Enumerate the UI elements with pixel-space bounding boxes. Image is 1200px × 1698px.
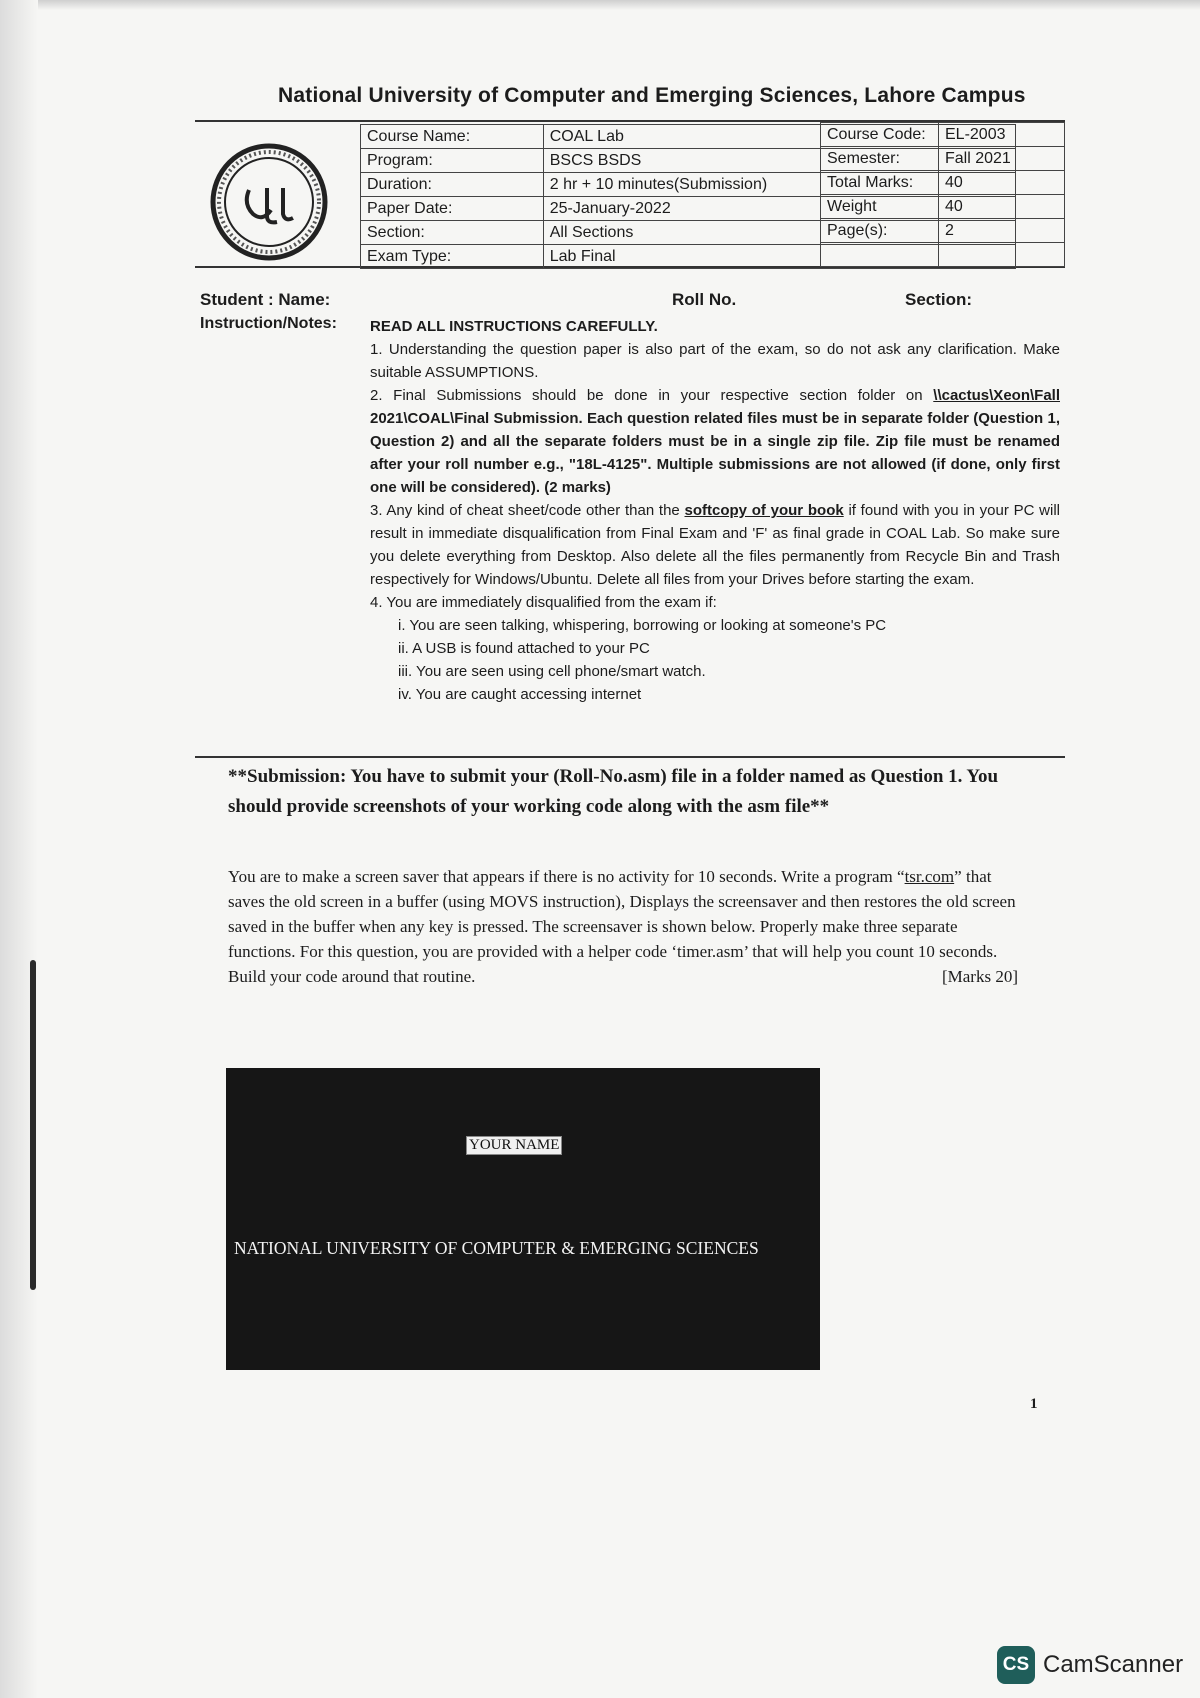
exam-header-table (195, 120, 1065, 268)
question-marks: [Marks 20] (941, 967, 1018, 986)
submission-note: **Submission: You have to submit your (Roll-No.asm) file in a folder named as Question 1. You should provide screenshots of your working code along with the asm file** (228, 766, 999, 817)
question-text (228, 864, 1018, 989)
scan-edge-shadow (0, 0, 38, 1698)
semester-value: Fall 2021 (939, 147, 1065, 171)
instruction-3 (370, 499, 1060, 591)
total-marks-label: Total Marks: (821, 171, 939, 195)
student-name-label: Student : Name: (200, 290, 331, 309)
paper-date-value: 25-January-2022 (543, 197, 1015, 221)
pages-value: 2 (939, 219, 1065, 243)
camscanner-text: CamScanner (1043, 1651, 1184, 1678)
instruction-3-text-b: if found with you in your PC will result in immediate disqualification from Final Exam and 'F' as final grade in COAL Lab. So make sure you delete everything from Desktop. Also delete all the files permanently from Recycle Bin and Trash respectively for Windows/Ubuntu. Delete all files from your Drives before starting the exam. (370, 502, 1060, 588)
blank-cell (821, 243, 939, 267)
instruction-4-iv: iv. You are caught accessing internet (398, 686, 642, 703)
screensaver-your-name: YOUR NAME (466, 1136, 562, 1155)
blank-cell (939, 243, 1065, 267)
question-text-a: You are to make a screen saver that appears if there is no activity for 10 seconds. Write a program “ (228, 867, 905, 886)
scan-binding-mark (30, 960, 36, 1290)
instructions-list (370, 315, 1060, 706)
weight-value: 40 (939, 195, 1065, 219)
program-value: BSCS BSDS (543, 149, 1015, 173)
question-text-b: ” that saves the old screen in a buffer (using MOVS instruction), Displays the screensaver and then restores the old screen saved in the buffer when any key is pressed. The screensaver is shown below. Properly make three separate functions. For this question, you are provided with a helper code ‘timer.asm’ that will help you count 10 seconds. Build your code around that routine. (228, 867, 1016, 986)
instruction-4-ii: ii. A USB is found attached to your PC (398, 640, 650, 657)
course-name-label: Course Name: (361, 125, 544, 149)
duration-value: 2 hr + 10 minutes(Submission) (543, 173, 1015, 197)
university-title: National University of Computer and Emerging Sciences, Lahore Campus (278, 84, 1026, 107)
instructions-heading: READ ALL INSTRUCTIONS CAREFULLY. (370, 318, 658, 335)
course-name-value: COAL Lab (543, 125, 1015, 149)
section-label: Section: (361, 221, 544, 245)
instruction-2-detail: Each question related files must be in separate folder (Question 1, Question 2) and all the separate folders must be in a single zip file. Zip file must be renamed after your roll number e.g., "18L-4125". Multiple submissions are not allowed (if done, only first one will be considered). (2 marks) (370, 410, 1060, 496)
screensaver-university: NATIONAL UNIVERSITY OF COMPUTER & EMERGING SCIENCES (234, 1238, 759, 1258)
instruction-2-text: 2. Final Submissions should be done in your respective section folder on (370, 387, 923, 404)
camscanner-logo-icon: CS (997, 1646, 1035, 1684)
instruction-3-text-a: 3. Any kind of cheat sheet/code other than the (370, 502, 685, 519)
university-seal-icon (209, 142, 329, 262)
roll-no-label: Roll No. (672, 290, 737, 309)
section-value: All Sections (543, 221, 1015, 245)
exam-type-label: Exam Type: (361, 245, 544, 269)
paper-date-label: Paper Date: (361, 197, 544, 221)
weight-label: Weight (821, 195, 939, 219)
total-marks-value: 40 (939, 171, 1065, 195)
semester-label: Semester: (821, 147, 939, 171)
screensaver-preview (226, 1068, 820, 1370)
submission-path-link: \\cactus\Xeon\Fall (933, 387, 1060, 404)
marks-info-table (820, 122, 1065, 267)
exam-type-value: Lab Final (543, 245, 1015, 269)
instruction-2 (370, 384, 1060, 499)
program-label: Program: (361, 149, 544, 173)
duration-label: Duration: (361, 173, 544, 197)
instruction-4-i: i. You are seen talking, whispering, borrowing or looking at someone's PC (398, 617, 887, 634)
course-code-value: EL-2003 (939, 123, 1065, 147)
softcopy-book-text: softcopy of your book (684, 502, 844, 519)
logo-cell (195, 136, 360, 264)
section-divider (195, 756, 1065, 758)
page-number: 1 (1030, 1396, 1038, 1412)
student-section-label: Section: (905, 290, 973, 309)
pages-label: Page(s): (821, 219, 939, 243)
instructions-label: Instruction/Notes: (200, 315, 337, 332)
submission-path-rest: 2021\COAL\Final Submission. (370, 410, 583, 427)
course-code-label: Course Code: (821, 123, 939, 147)
tsr-com-text: tsr.com (904, 867, 955, 886)
instruction-4-iii: iii. You are seen using cell phone/smart watch. (398, 663, 706, 680)
scan-top-shadow (0, 0, 1200, 10)
instruction-1: 1. Understanding the question paper is also part of the exam, so do not ask any clarification. Make suitable ASSUMPTIONS. (370, 341, 1060, 381)
instruction-4: 4. You are immediately disqualified from the exam if: (370, 594, 717, 611)
